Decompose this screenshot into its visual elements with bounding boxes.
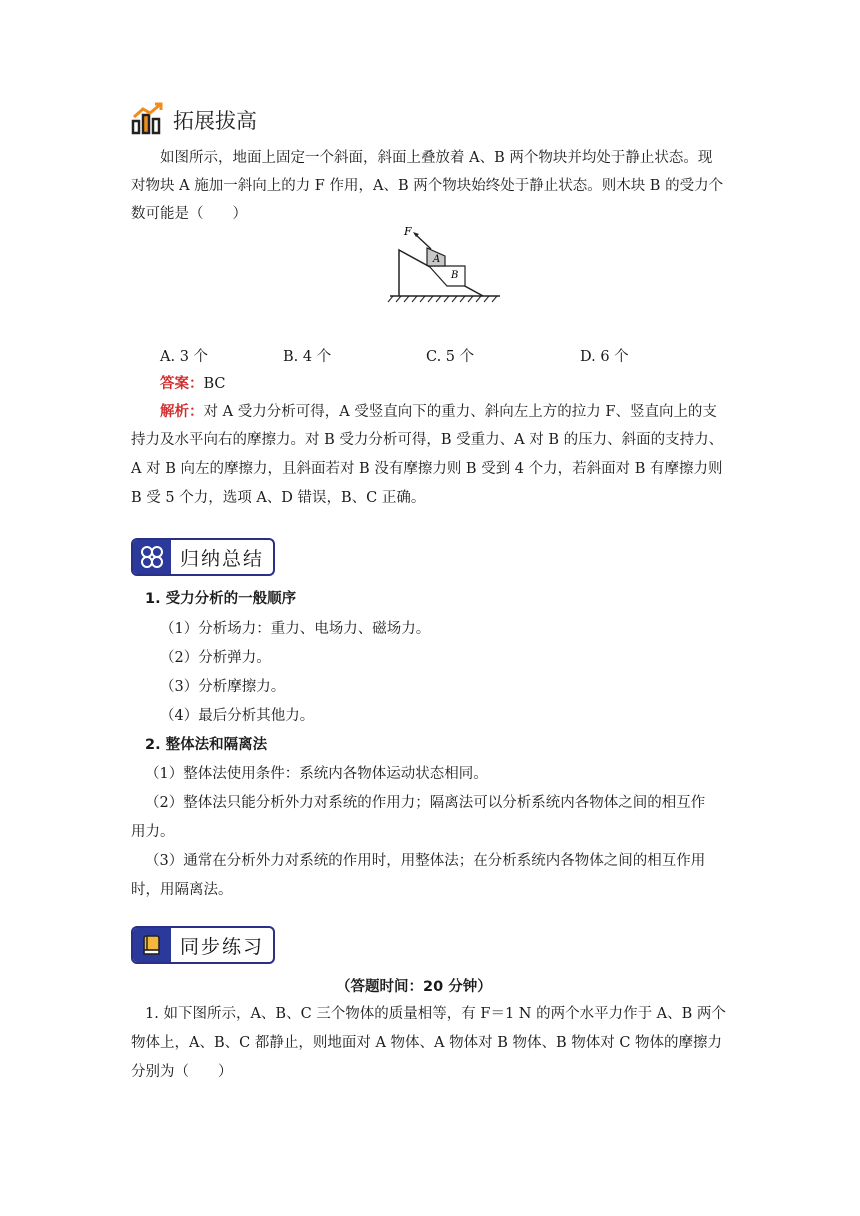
summary-item: （4）最后分析其他力。 (160, 708, 315, 724)
summary-item: （1）整体法使用条件：系统内各物体运动状态相同。 (145, 766, 488, 782)
analysis-label: 解析： (160, 403, 204, 420)
analysis-line: 持力及水平向右的摩擦力。对 B 受力分析可得，B 受重力、A 对 B 的压力、斜面的支持力、 (131, 432, 724, 448)
summary-item: （2）整体法只能分析外力对系统的作用力；隔离法可以分析系统内各物体之间的相互作 (145, 795, 706, 811)
clover-icon (133, 540, 171, 574)
summary-heading (131, 538, 275, 576)
analysis-line: 解析：对 A 受力分析可得，A 受竖直向下的重力、斜向左上方的拉力 F、竖直向上的支 (160, 403, 717, 420)
summary-subheading: 1. 受力分析的一般顺序 (145, 591, 297, 607)
practice-q1-line: 1. 如下图所示，A、B、C 三个物体的质量相等，有 F＝1 N 的两个水平力作于 A、B 两个 (145, 1006, 726, 1022)
analysis-line: B 受 5 个力，选项 A、D 错误，B、C 正确。 (131, 490, 426, 506)
time-note: （答题时间：20 分钟） (336, 979, 492, 995)
summary-item: 时，用隔离法。 (131, 882, 233, 898)
label-b: B (451, 270, 459, 281)
block-b (429, 266, 465, 286)
practice-q1-line: 物体上，A、B、C 都静止，则地面对 A 物体、A 物体对 B 物体、B 物体对 C 物体的摩擦力 (131, 1035, 723, 1051)
answer-line (131, 374, 731, 394)
option-a[interactable]: A. 3 个 (160, 349, 209, 365)
summary-item: （1）分析场力：重力、电场力、磁场力。 (160, 621, 431, 637)
answer-value: BC (203, 376, 226, 392)
summary-item: （3）通常在分析外力对系统的作用时，用整体法；在分析系统内各物体之间的相互作用 (145, 853, 706, 869)
option-c[interactable]: C. 5 个 (426, 349, 475, 365)
summary-item: （3）分析摩擦力。 (160, 679, 286, 695)
extend-title: 拓展拔高 (173, 109, 257, 133)
summary-title: 归纳总结 (179, 547, 264, 570)
practice-q1-line: 分别为（ ） (131, 1064, 233, 1080)
book-icon (133, 928, 171, 962)
question-line: 如图所示，地面上固定一个斜面，斜面上叠放着 A、B 两个物块并均处于静止状态。现 (160, 150, 713, 166)
answer-label: 答案： (160, 375, 204, 392)
extend-heading (131, 100, 257, 140)
option-b[interactable]: B. 4 个 (283, 349, 332, 365)
summary-item: 用力。 (131, 824, 175, 840)
summary-item: （2）分析弹力。 (160, 650, 271, 666)
label-a: A (433, 254, 441, 265)
label-f: F (404, 225, 412, 238)
chart-growth-icon (131, 101, 165, 139)
summary-subheading: 2. 整体法和隔离法 (145, 737, 268, 753)
practice-title: 同步练习 (179, 935, 264, 958)
analysis-line: A 对 B 向左的摩擦力，且斜面若对 B 没有摩擦力则 B 受到 4 个力，若斜面对 B 有摩擦力则 (131, 461, 723, 477)
incline-figure (385, 222, 510, 312)
question-line: 数可能是（ ） (131, 206, 247, 222)
practice-heading (131, 926, 275, 964)
question-line: 对物块 A 施加一斜向上的力 F 作用，A、B 两个物块始终处于静止状态。则木块 B 的受力个 (131, 178, 724, 194)
option-d[interactable]: D. 6 个 (580, 349, 629, 365)
